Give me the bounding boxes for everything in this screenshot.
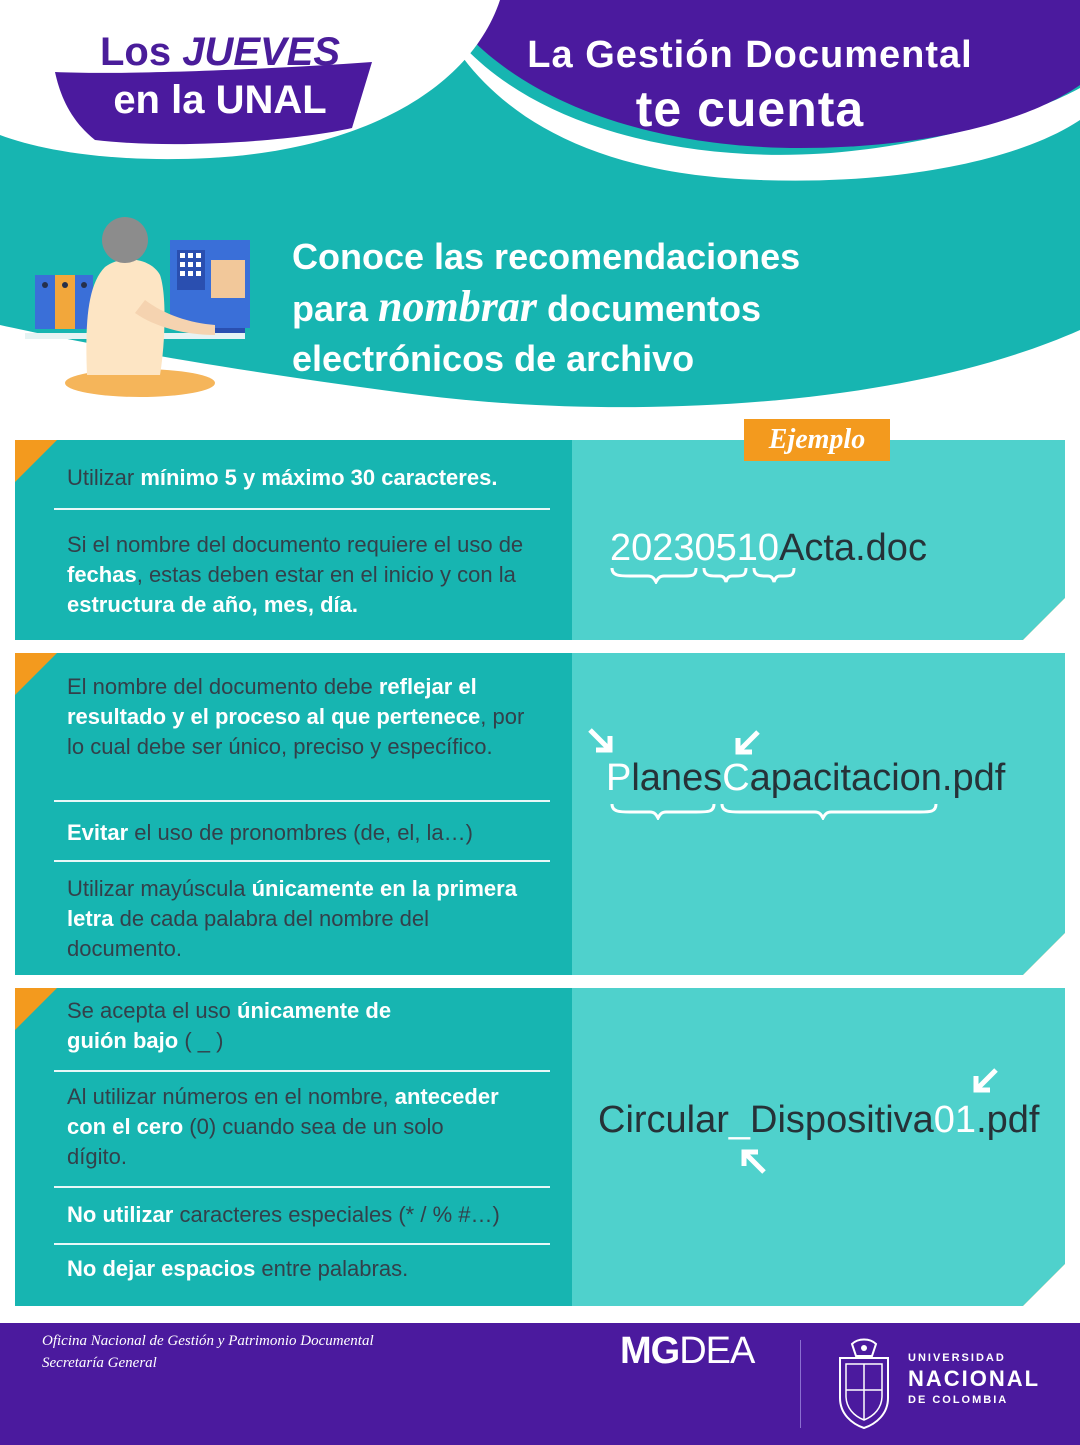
university-seal-icon [832,1338,896,1430]
word-braces [610,802,940,820]
divider [54,1070,550,1072]
example-capitalized-filename: PlanesCapacitacion.pdf [606,757,1006,799]
intro-line3: electrónicos de archivo [292,338,695,379]
intro-line2-b: documentos [537,288,762,329]
header-title [470,30,1030,138]
section1-page-curl-cover [1023,598,1065,640]
intro-line1: Conoce las recomendaciones [292,236,801,277]
arrow-pointer-icon [586,726,618,758]
badge-jueves: JUEVES [182,30,341,74]
arrow-pointer-icon [736,1144,768,1176]
footer-office-line2: Secretaría General [42,1355,157,1371]
divider [54,860,550,862]
section3-rule-special-chars: No utilizar caracteres especiales (* / % #…) [67,1202,500,1227]
divider [54,508,550,510]
section3-page-curl-cover [1023,1264,1065,1306]
section1-rule-length: Utilizar mínimo 5 y máximo 30 caracteres. [67,465,498,490]
ejemplo-label: Ejemplo [744,419,890,461]
section2-rule-pronouns: Evitar el uso de pronombres (de, el, la…) [67,820,473,845]
date-braces [610,566,800,584]
section2-page-curl-cover [1023,933,1065,975]
section3-example-panel [572,988,1065,1306]
divider [54,1186,550,1188]
worker-at-computer-illustration [25,205,265,405]
intro-line2-a: para [292,288,379,329]
arrow-pointer-icon [968,1066,1000,1098]
divider [54,1243,550,1245]
section1-corner-fold [15,440,57,482]
un-line3: DE COLOMBIA [908,1394,1009,1406]
intro-emphasis: nombrar [378,282,537,331]
section3-rule-no-spaces: No dejar espacios entre palabras. [67,1256,409,1281]
section3-rule-underscore: Se acepta el uso únicamente de guión bajo ( _ ) [67,998,392,1053]
footer-office-line1: Oficina Nacional de Gestión y Patrimonio Documental [42,1333,374,1349]
section3-corner-fold [15,988,57,1030]
footer-divider [800,1340,801,1428]
header-title-line2: te cuenta [635,81,865,137]
arrow-pointer-icon [730,728,762,760]
section2-corner-fold [15,653,57,695]
example-date-filename: 20230510Acta.doc [610,527,927,569]
badge-en-la-unal: en la UNAL [113,78,327,122]
un-line2: NACIONAL [908,1366,1041,1391]
mgdea-logo: MGDEA [620,1330,755,1372]
section3-rule-zero: Al utilizar números en el nombre, anteceder con el cero (0) cuando sea de un solo dígito. [67,1084,499,1169]
section1-rule-dates: Si el nombre del documento requiere el uso de fechas, estas deben estar en el inicio y con la estructura de año, mes, día. [67,532,524,617]
example-underscore-filename: Circular_Dispositiva01.pdf [598,1099,1040,1141]
header-title-line1: La Gestión Documental [527,34,973,76]
un-line1: UNIVERSIDAD [908,1352,1006,1364]
section2-rule-capitals: Utilizar mayúscula únicamente en la primera letra de cada palabra del nombre del documento. [67,876,517,961]
section2-rule-reflect: El nombre del documento debe reflejar el resultado y el proceso al que pertenece, por lo cual debe ser único, preciso y específico. [67,674,525,759]
jueves-badge [60,28,380,124]
badge-los: Los [99,30,183,74]
intro-heading [292,232,1052,384]
divider [54,800,550,802]
